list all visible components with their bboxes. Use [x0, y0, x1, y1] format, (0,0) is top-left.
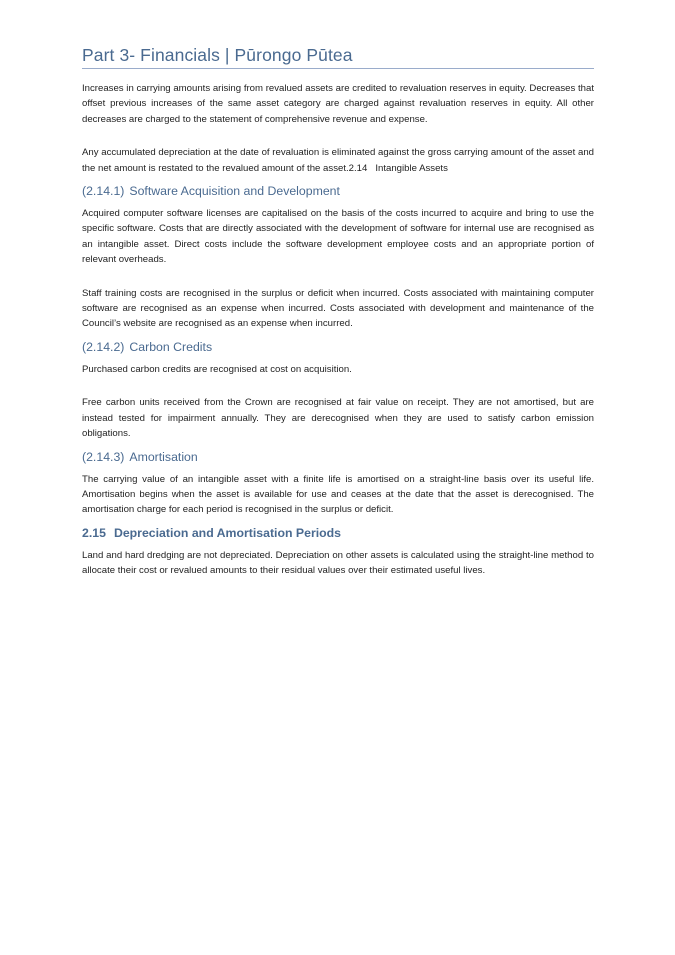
document-page — [82, 0, 594, 579]
revaluation-paragraph: Increases in carrying amounts arising from revalued assets are credited to revaluation reserves in equity. Decreases that offset previous increases of the same asset category are charged against revaluation reserves in equity. All other decreases are charged to the statement of comprehensive revenue and expense. — [82, 83, 594, 125]
staff-training-paragraph: Staff training costs are recognised in the surplus or deficit when incurred. Costs associated with maintaining computer software are recognised as an expense when incurred. Costs associated with development and maintenance of the Council’s website are recognised as an expense when incurred. — [82, 287, 594, 330]
intangible-assets-inline-heading: 2.14 Intangible Assets — [348, 162, 448, 174]
software-heading-text: Software Acquisition and Development — [129, 184, 340, 199]
amortisation-heading-text: Amortisation — [129, 449, 198, 464]
amortisation-paragraph: The carrying value of an intangible asset with a finite life is amortised on a straight-line basis over its useful life. Amortisation begins when the asset is available for use and ceases at the date that the asset is derecognised. The amortisation charge for each period is recognised in the surplus or deficit. — [82, 473, 594, 516]
carbon-heading-number: (2.14.2) — [82, 339, 125, 354]
amortisation-heading — [82, 448, 594, 466]
depreciation-paragraph: Land and hard dredging are not depreciated. Depreciation on other assets is calculated using the straight-line method to allocate their cost or revalued amounts to their residual values over their estimated useful lives. — [82, 549, 594, 577]
software-heading — [82, 182, 594, 200]
software-licenses-paragraph: Acquired computer software licenses are capitalised on the basis of the costs incurred to acquire and bring to use the specific software. Costs that are directly associated with the development of software for internal use are recognised as an intangible asset. Direct costs include the software development employee costs and an appropriate portion of relevant overheads. — [82, 208, 594, 266]
purchased-carbon-paragraph: Purchased carbon credits are recognised at cost on acquisition. — [82, 363, 352, 375]
accumulated-depreciation-text: Any accumulated depreciation at the date of revaluation is eliminated against the gross carrying amount of the asset and the net amount is restated to the revalued amount of the asset. — [82, 147, 594, 174]
depreciation-periods-heading — [82, 524, 594, 542]
software-heading-number: (2.14.1) — [82, 184, 125, 199]
depreciation-heading-text: Depreciation and Amortisation Periods — [113, 525, 342, 540]
amortisation-heading-number: (2.14.3) — [82, 449, 125, 464]
carbon-heading-text: Carbon Credits — [129, 339, 213, 354]
title-divider — [82, 68, 594, 69]
depreciation-heading-number: 2.15 — [82, 525, 106, 540]
carbon-credits-heading — [82, 338, 594, 356]
accumulated-depreciation-paragraph — [82, 145, 594, 176]
page-title: Part 3- Financials | Pūrongo Pūtea — [82, 45, 353, 65]
free-carbon-units-paragraph: Free carbon units received from the Crown are recognised at fair value on receipt. They are not amortised, but are instead tested for impairment annually. They are derecognised when they are used to satisfy carbon emission obligations. — [82, 397, 594, 440]
